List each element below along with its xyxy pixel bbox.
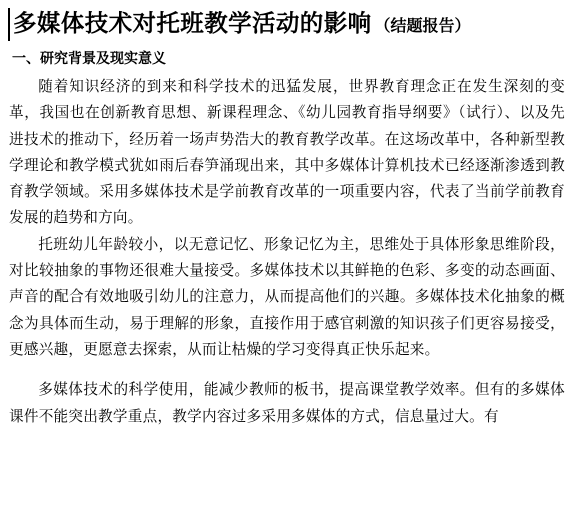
paragraph-3: 多媒体技术的科学使用，能减少教师的板书，提高课堂教学效率。但有的多媒体课件不能突出教学重点，教学内容过多采用多媒体的方式，信息量过大。有 — [9, 381, 565, 425]
title-row — [13, 6, 471, 43]
paragraph-2: 托班幼儿年龄较小，以无意记忆、形象记忆为主，思维处于具体形象思维阶段，对比较抽象的事物还很难大量接受。多媒体技术以其鲜艳的色彩、多变的动态画面、声音的配合有效地吸引幼儿的注意力，从而提高他们的兴趣。多媒体技术化抽象的概念为具体而生动，易于理解的形象，直接作用于感官刺激的知识孩子们更容易接受，更感兴趣，更愿意去探索，从而让枯燥的学习变得真正快乐起来。 — [9, 235, 565, 358]
document-subtitle: （结题报告） — [374, 16, 471, 35]
document-title: 多媒体技术对托班教学活动的影响 — [13, 9, 372, 37]
document-body — [9, 74, 565, 430]
text-cursor — [8, 8, 10, 41]
section-heading: 一、研究背景及现实意义 — [12, 51, 166, 67]
paragraph-1: 随着知识经济的到来和科学技术的迅猛发展，世界教育理念正在发生深刻的变革，我国也在创新教育思想、新课程理念、《幼儿园教育指导纲要》（试行）、以及先进技术的推动下，经历着一场声势浩大的教育教学改革。在这场改革中，各种新型教学理论和教学模式犹如雨后春笋涌现出来，其中多媒体计算机技术已经逐渐渗透到教育教学领域。采用多媒体技术是学前教育改革的一项重要内容，代表了当前学前教育发展的趋势和方向。 — [9, 78, 565, 227]
